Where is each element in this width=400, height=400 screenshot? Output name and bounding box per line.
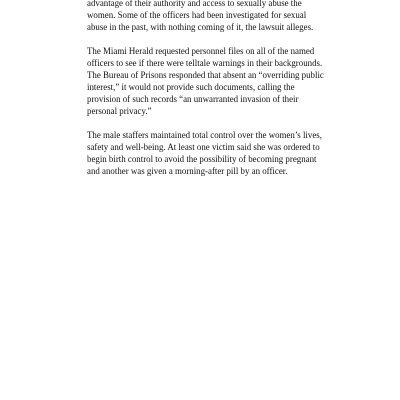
- article-body: [87, 0, 327, 189]
- article-paragraph-1: advantage of their authority and access to sexually abuse the women. Some of the officers had been investigated for sexual abuse in the past, with nothing coming of it, the lawsuit alleges.: [87, 0, 314, 32]
- article-paragraph-2: The Miami Herald requested personnel files on all of the named officers to see if there were telltale warnings in their backgrounds. The Bureau of Prisons responded that absent an “overriding public interest,” it would not provide such documents, calling the provision of such records “an unwarranted invasion of their personal privacy.”: [87, 46, 324, 116]
- article-paragraph-3: The male staffers maintained total control over the women’s lives, safety and well-being. At least one victim said she was ordered to begin birth control to avoid the possibility of becoming pregnant and another was given a morning-after pill by an officer.: [87, 130, 322, 176]
